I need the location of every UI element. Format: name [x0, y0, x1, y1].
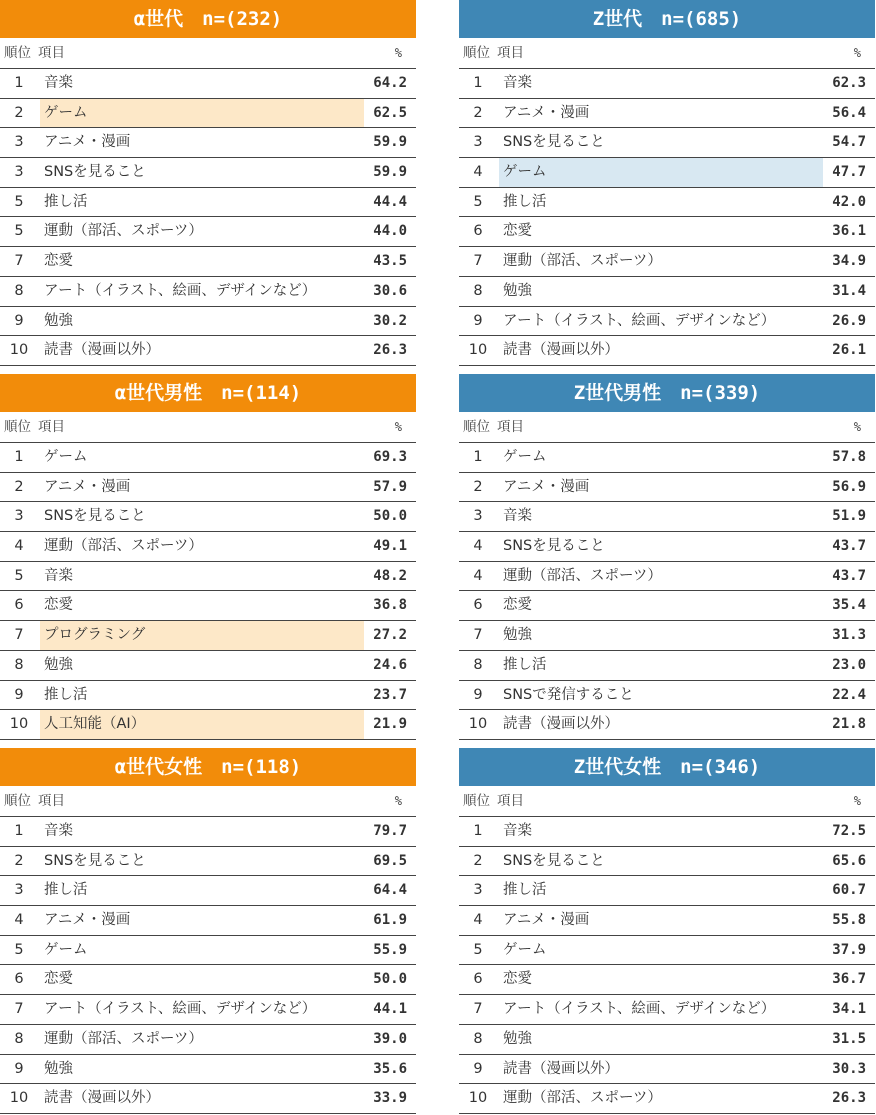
item-cell: 推し活 — [44, 686, 88, 703]
pct-cell: 31.5 — [832, 1030, 866, 1047]
item-cell: 運動（部活、スポーツ） — [503, 567, 662, 584]
item-cell: 運動（部活、スポーツ） — [44, 223, 203, 240]
table-row — [459, 681, 875, 711]
table-row — [0, 591, 416, 621]
table-row — [0, 277, 416, 307]
table-row — [0, 1055, 416, 1085]
column-label-item: 項目 — [38, 419, 65, 435]
pct-cell: 23.7 — [373, 686, 407, 703]
pct-cell: 39.0 — [373, 1030, 407, 1047]
table-row — [0, 532, 416, 562]
table-row — [0, 336, 416, 366]
rank-cell: 3 — [473, 134, 483, 151]
rank-cell: 2 — [14, 478, 24, 495]
rank-cell: 7 — [14, 627, 24, 644]
rank-cell: 1 — [473, 75, 483, 91]
table-row — [0, 247, 416, 277]
pct-cell: 26.3 — [373, 342, 407, 359]
item-cell: アニメ・漫画 — [503, 478, 590, 495]
rank-cell: 8 — [14, 1030, 24, 1047]
column-header-row — [0, 38, 416, 69]
rank-cell: 9 — [473, 312, 483, 329]
column-label-pct: % — [394, 420, 402, 434]
item-cell: 恋愛 — [44, 971, 73, 988]
column-label-rank: 順位 — [463, 419, 490, 435]
rank-cell: 4 — [14, 912, 24, 929]
rank-cell: 3 — [473, 882, 483, 899]
pct-cell: 65.6 — [832, 852, 866, 869]
pct-cell: 49.1 — [373, 538, 407, 555]
table-row — [0, 847, 416, 877]
pct-cell: 57.8 — [832, 449, 866, 465]
table-row — [459, 710, 875, 740]
pct-cell: 23.0 — [832, 656, 866, 673]
column-label-pct: % — [394, 46, 402, 60]
rank-cell: 10 — [468, 716, 488, 733]
column-label-item: 項目 — [497, 793, 524, 809]
rank-cell: 1 — [14, 75, 24, 91]
table-row — [0, 1084, 416, 1114]
item-cell: 勉強 — [44, 1060, 73, 1077]
pct-cell: 64.2 — [373, 75, 407, 91]
item-cell: 読書（漫画以外） — [503, 716, 619, 733]
rank-cell: 9 — [14, 312, 24, 329]
item-cell: 推し活 — [44, 193, 88, 210]
item-cell: 恋愛 — [503, 223, 532, 240]
panel-title: Z世代 n=(685) — [459, 0, 875, 38]
pct-cell: 42.0 — [832, 193, 866, 210]
pct-cell: 26.1 — [832, 342, 866, 359]
table-row — [459, 158, 875, 188]
pct-cell: 21.9 — [373, 716, 407, 733]
item-cell: 音楽 — [503, 508, 532, 525]
item-cell: アート（イラスト、絵画、デザインなど） — [503, 1001, 776, 1018]
pct-cell: 30.6 — [373, 282, 407, 299]
pct-cell: 43.7 — [832, 567, 866, 584]
table-row — [459, 906, 875, 936]
rank-cell: 8 — [14, 282, 24, 299]
panel-title: Z世代男性 n=(339) — [459, 374, 875, 412]
table-row — [0, 906, 416, 936]
item-cell: 人工知能（AI） — [40, 710, 364, 739]
item-cell: 推し活 — [503, 193, 547, 210]
table-row — [0, 443, 416, 473]
column-label-item: 項目 — [497, 419, 524, 435]
rank-cell: 10 — [9, 342, 29, 359]
item-cell: 推し活 — [503, 656, 547, 673]
pct-cell: 55.8 — [832, 912, 866, 929]
item-cell: SNSを見ること — [503, 538, 605, 555]
table-row — [459, 128, 875, 158]
item-cell: アニメ・漫画 — [503, 912, 590, 929]
rank-cell: 2 — [14, 104, 24, 121]
table-row — [459, 1025, 875, 1055]
pct-cell: 50.0 — [373, 971, 407, 988]
item-cell: ゲーム — [40, 99, 364, 128]
table-row — [459, 69, 875, 99]
item-cell: アニメ・漫画 — [503, 104, 590, 121]
table-row — [0, 473, 416, 503]
table-row — [0, 69, 416, 99]
rank-cell: 4 — [473, 567, 483, 584]
item-cell: 勉強 — [44, 312, 73, 329]
item-cell: 恋愛 — [503, 971, 532, 988]
column-label-item: 項目 — [38, 793, 65, 809]
rank-cell: 5 — [14, 567, 24, 584]
table-row — [459, 336, 875, 366]
table-row — [459, 217, 875, 247]
rank-cell: 8 — [473, 1030, 483, 1047]
rank-cell: 2 — [14, 852, 24, 869]
rank-cell: 10 — [468, 342, 488, 359]
pct-cell: 48.2 — [373, 567, 407, 584]
item-cell: アート（イラスト、絵画、デザインなど） — [44, 282, 317, 299]
item-cell: 推し活 — [44, 882, 88, 899]
pct-cell: 34.9 — [832, 253, 866, 270]
rank-cell: 4 — [14, 538, 24, 555]
rank-cell: 3 — [14, 134, 24, 151]
pct-cell: 54.7 — [832, 134, 866, 151]
table-row — [0, 995, 416, 1025]
item-cell: 音楽 — [44, 823, 73, 839]
rank-cell: 2 — [473, 104, 483, 121]
pct-cell: 43.7 — [832, 538, 866, 555]
panel-alpha-all — [0, 0, 416, 366]
pct-cell: 37.9 — [832, 941, 866, 958]
rank-cell: 9 — [473, 686, 483, 703]
item-cell: 音楽 — [503, 823, 532, 839]
rank-cell: 5 — [14, 941, 24, 958]
pct-cell: 64.4 — [373, 882, 407, 899]
pct-cell: 50.0 — [373, 508, 407, 525]
item-cell: プログラミング — [40, 621, 364, 650]
table-row — [0, 936, 416, 966]
pct-cell: 61.9 — [373, 912, 407, 929]
table-row — [0, 876, 416, 906]
pct-cell: 47.7 — [832, 164, 866, 181]
column-label-item: 項目 — [497, 45, 524, 61]
table-row — [459, 591, 875, 621]
rank-cell: 4 — [473, 164, 483, 181]
pct-cell: 35.6 — [373, 1060, 407, 1077]
pct-cell: 69.3 — [373, 449, 407, 465]
column-label-pct: % — [853, 794, 861, 808]
item-cell: 恋愛 — [44, 597, 73, 614]
column-label-item: 項目 — [38, 45, 65, 61]
table-row — [459, 188, 875, 218]
item-cell: 運動（部活、スポーツ） — [44, 538, 203, 555]
pct-cell: 34.1 — [832, 1001, 866, 1018]
rank-cell: 7 — [14, 1001, 24, 1018]
table-row — [0, 217, 416, 247]
item-cell: 読書（漫画以外） — [44, 1090, 160, 1107]
rank-cell: 5 — [473, 941, 483, 958]
panel-title: α世代男性 n=(114) — [0, 374, 416, 412]
rank-cell: 1 — [14, 449, 24, 465]
pct-cell: 69.5 — [373, 852, 407, 869]
rank-cell: 1 — [473, 823, 483, 839]
table-row — [459, 847, 875, 877]
table-row — [0, 307, 416, 337]
table-row — [0, 681, 416, 711]
panel-z-all — [459, 0, 875, 366]
rank-cell: 1 — [473, 449, 483, 465]
pct-cell: 26.9 — [832, 312, 866, 329]
table-row — [459, 307, 875, 337]
rank-cell: 10 — [9, 716, 29, 733]
column-label-pct: % — [853, 420, 861, 434]
item-cell: 読書（漫画以外） — [503, 1060, 619, 1077]
item-cell: ゲーム — [499, 158, 823, 187]
column-label-rank: 順位 — [4, 793, 31, 809]
pct-cell: 51.9 — [832, 508, 866, 525]
rank-cell: 10 — [9, 1090, 29, 1107]
table-row — [0, 128, 416, 158]
item-cell: SNSで発信すること — [503, 686, 634, 703]
item-cell: 勉強 — [503, 627, 532, 644]
pct-cell: 35.4 — [832, 597, 866, 614]
item-cell: SNSを見ること — [44, 508, 146, 525]
rank-cell: 9 — [14, 686, 24, 703]
rank-cell: 7 — [473, 253, 483, 270]
panel-z-male — [459, 374, 875, 740]
item-cell: SNSを見ること — [44, 164, 146, 181]
table-row — [0, 562, 416, 592]
table-row — [459, 502, 875, 532]
item-cell: 読書（漫画以外） — [44, 342, 160, 359]
panel-alpha-male — [0, 374, 416, 740]
item-cell: 勉強 — [503, 1030, 532, 1047]
pct-cell: 31.4 — [832, 282, 866, 299]
pct-cell: 56.4 — [832, 104, 866, 121]
column-header-row — [0, 412, 416, 443]
rank-cell: 7 — [473, 1001, 483, 1018]
table-row — [0, 502, 416, 532]
table-row — [459, 876, 875, 906]
item-cell: 運動（部活、スポーツ） — [503, 1090, 662, 1107]
pct-cell: 55.9 — [373, 941, 407, 958]
table-row — [459, 247, 875, 277]
rank-cell: 10 — [468, 1090, 488, 1107]
item-cell: アート（イラスト、絵画、デザインなど） — [44, 1001, 317, 1018]
table-row — [0, 965, 416, 995]
pct-cell: 26.3 — [832, 1090, 866, 1107]
rank-cell: 6 — [14, 971, 24, 988]
rank-cell: 3 — [473, 508, 483, 525]
pct-cell: 27.2 — [373, 627, 407, 644]
panel-title: α世代 n=(232) — [0, 0, 416, 38]
column-header-row — [459, 786, 875, 817]
pct-cell: 62.5 — [373, 104, 407, 121]
rank-cell: 3 — [14, 508, 24, 525]
table-row — [459, 277, 875, 307]
rank-cell: 8 — [473, 282, 483, 299]
table-row — [0, 188, 416, 218]
item-cell: 読書（漫画以外） — [503, 342, 619, 359]
table-row — [0, 1025, 416, 1055]
panel-alpha-female — [0, 748, 416, 1114]
pct-cell: 62.3 — [832, 75, 866, 91]
pct-cell: 36.8 — [373, 597, 407, 614]
item-cell: ゲーム — [503, 449, 547, 465]
table-row — [459, 443, 875, 473]
item-cell: 勉強 — [44, 656, 73, 673]
pct-cell: 44.4 — [373, 193, 407, 210]
item-cell: SNSを見ること — [44, 852, 146, 869]
pct-cell: 59.9 — [373, 164, 407, 181]
table-row — [459, 562, 875, 592]
item-cell: 運動（部活、スポーツ） — [503, 253, 662, 270]
item-cell: 勉強 — [503, 282, 532, 299]
item-cell: アニメ・漫画 — [44, 134, 131, 151]
table-row — [0, 817, 416, 847]
rank-cell: 6 — [14, 597, 24, 614]
table-row — [0, 651, 416, 681]
pct-cell: 59.9 — [373, 134, 407, 151]
pct-cell: 22.4 — [832, 686, 866, 703]
rank-cell: 8 — [14, 656, 24, 673]
rank-cell: 2 — [473, 478, 483, 495]
table-row — [459, 532, 875, 562]
pct-cell: 44.0 — [373, 223, 407, 240]
item-cell: アニメ・漫画 — [44, 912, 131, 929]
rank-cell: 6 — [473, 597, 483, 614]
pct-cell: 72.5 — [832, 823, 866, 839]
item-cell: アート（イラスト、絵画、デザインなど） — [503, 312, 776, 329]
column-label-rank: 順位 — [463, 793, 490, 809]
column-label-pct: % — [853, 46, 861, 60]
rank-cell: 9 — [473, 1060, 483, 1077]
pct-cell: 30.3 — [832, 1060, 866, 1077]
rank-cell: 8 — [473, 656, 483, 673]
table-row — [0, 710, 416, 740]
item-cell: SNSを見ること — [503, 134, 605, 151]
column-header-row — [459, 412, 875, 443]
table-row — [459, 995, 875, 1025]
rank-cell: 4 — [473, 538, 483, 555]
pct-cell: 21.8 — [832, 716, 866, 733]
table-row — [459, 473, 875, 503]
rank-cell: 6 — [473, 223, 483, 240]
column-label-rank: 順位 — [4, 45, 31, 61]
rank-cell: 5 — [473, 193, 483, 210]
column-label-pct: % — [394, 794, 402, 808]
rank-cell: 7 — [14, 253, 24, 270]
rank-cell: 7 — [473, 627, 483, 644]
table-row — [0, 158, 416, 188]
column-header-row — [459, 38, 875, 69]
rank-cell: 3 — [14, 882, 24, 899]
item-cell: 音楽 — [503, 75, 532, 91]
column-label-rank: 順位 — [4, 419, 31, 435]
table-row — [459, 936, 875, 966]
item-cell: 音楽 — [44, 75, 73, 91]
rank-cell: 4 — [473, 912, 483, 929]
rank-cell: 1 — [14, 823, 24, 839]
item-cell: 推し活 — [503, 882, 547, 899]
column-label-rank: 順位 — [463, 45, 490, 61]
pct-cell: 36.1 — [832, 223, 866, 240]
pct-cell: 79.7 — [373, 823, 407, 839]
table-row — [459, 1055, 875, 1085]
pct-cell: 33.9 — [373, 1090, 407, 1107]
pct-cell: 31.3 — [832, 627, 866, 644]
table-row — [459, 817, 875, 847]
item-cell: ゲーム — [503, 941, 547, 958]
pct-cell: 30.2 — [373, 312, 407, 329]
pct-cell: 24.6 — [373, 656, 407, 673]
pct-cell: 43.5 — [373, 253, 407, 270]
item-cell: ゲーム — [44, 941, 88, 958]
column-header-row — [0, 786, 416, 817]
panel-z-female — [459, 748, 875, 1114]
item-cell: SNSを見ること — [503, 852, 605, 869]
table-row — [459, 965, 875, 995]
table-row — [459, 99, 875, 129]
rank-cell: 2 — [473, 852, 483, 869]
item-cell: 恋愛 — [503, 597, 532, 614]
rank-cell: 6 — [473, 971, 483, 988]
item-cell: アニメ・漫画 — [44, 478, 131, 495]
item-cell: ゲーム — [44, 449, 88, 465]
item-cell: 恋愛 — [44, 253, 73, 270]
table-row — [459, 651, 875, 681]
rank-cell: 9 — [14, 1060, 24, 1077]
table-row — [0, 621, 416, 651]
rank-cell: 5 — [14, 193, 24, 210]
pct-cell: 56.9 — [832, 478, 866, 495]
table-row — [459, 621, 875, 651]
rank-cell: 5 — [14, 223, 24, 240]
pct-cell: 36.7 — [832, 971, 866, 988]
panel-title: α世代女性 n=(118) — [0, 748, 416, 786]
item-cell: 運動（部活、スポーツ） — [44, 1030, 203, 1047]
table-row — [459, 1084, 875, 1114]
table-row — [0, 99, 416, 129]
pct-cell: 60.7 — [832, 882, 866, 899]
item-cell: 音楽 — [44, 567, 73, 584]
panel-title: Z世代女性 n=(346) — [459, 748, 875, 786]
pct-cell: 44.1 — [373, 1001, 407, 1018]
pct-cell: 57.9 — [373, 478, 407, 495]
rank-cell: 3 — [14, 164, 24, 181]
